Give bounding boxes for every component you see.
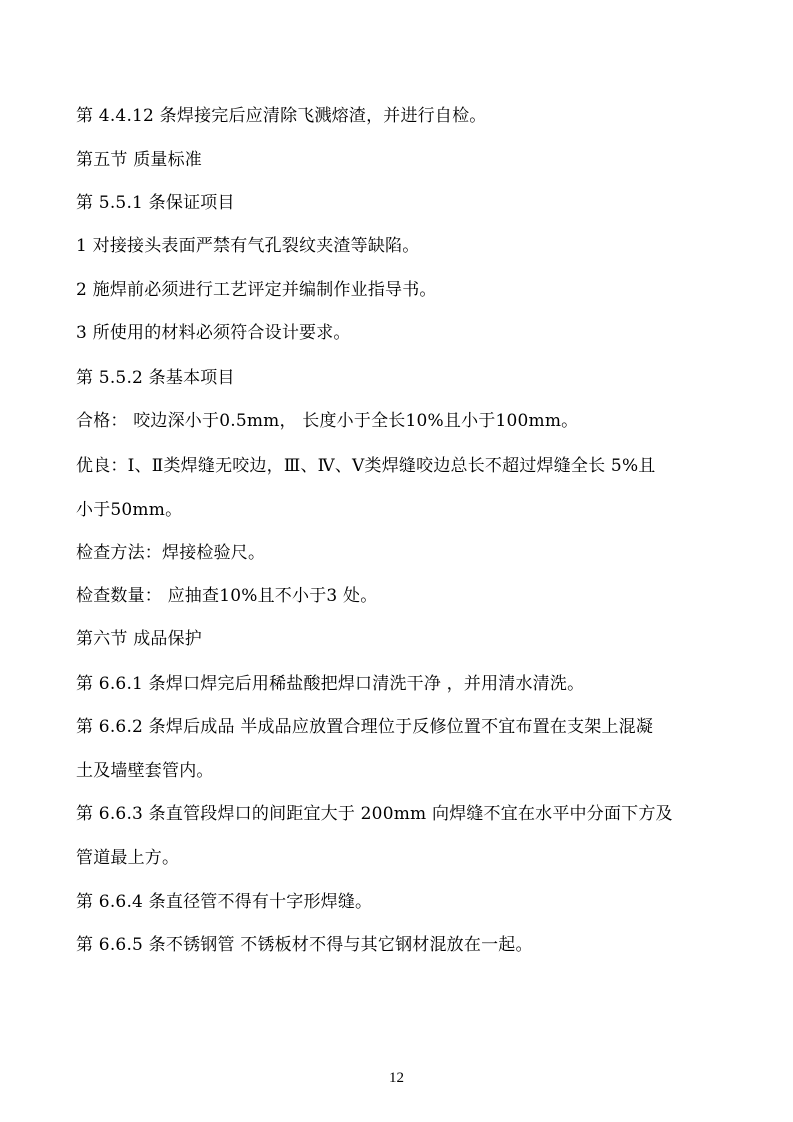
clause-4-4-12: 第 4.4.12 条焊接完后应清除飞溅熔渣，并进行自检。 xyxy=(76,106,487,126)
section-6-heading: 第六节 成品保护 xyxy=(76,629,203,649)
clause-5-5-1-heading: 第 5.5.1 条保证项目 xyxy=(76,193,235,213)
guarantee-item-1: 1 对接接头表面严禁有气孔裂纹夹渣等缺陷。 xyxy=(76,236,420,256)
guarantee-item-2: 2 施焊前必须进行工艺评定并编制作业指导书。 xyxy=(76,280,437,300)
clause-6-6-1: 第 6.6.1 条焊口焊完后用稀盐酸把焊口清洗干净 ，并用清水清洗。 xyxy=(76,674,585,694)
inspection-quantity: 检查数量： 应抽查10%且不小于3 处。 xyxy=(76,586,378,606)
excellent-criteria-line-1: 优良：Ⅰ、Ⅱ类焊缝无咬边，Ⅲ、Ⅳ、Ⅴ类焊缝咬边总长不超过焊缝全长 5%且 xyxy=(76,456,656,476)
excellent-criteria-line-2: 小于50mm。 xyxy=(76,500,183,520)
section-5-heading: 第五节 质量标准 xyxy=(76,150,203,170)
clause-6-6-3-line-1: 第 6.6.3 条直管段焊口的间距宜大于 200mm 向焊缝不宜在水平中分面下方及 xyxy=(76,804,673,824)
clause-6-6-5: 第 6.6.5 条不锈钢管 不锈板材不得与其它钢材混放在一起。 xyxy=(76,935,533,955)
clause-6-6-2-line-2: 土及墙壁套管内。 xyxy=(76,761,214,781)
clause-6-6-4: 第 6.6.4 条直径管不得有十字形焊缝。 xyxy=(76,892,373,912)
page-number: 12 xyxy=(389,1070,404,1086)
qualified-criteria: 合格： 咬边深小于0.5mm， 长度小于全长10%且小于100mm。 xyxy=(76,411,579,431)
clause-6-6-3-line-2: 管道最上方。 xyxy=(76,848,180,868)
clause-6-6-2-line-1: 第 6.6.2 条焊后成品 半成品应放置合理位于反修位置不宜布置在支架上混凝 xyxy=(76,717,654,737)
inspection-method: 检查方法：焊接检验尺。 xyxy=(76,543,266,563)
guarantee-item-3: 3 所使用的材料必须符合设计要求。 xyxy=(76,323,351,343)
clause-5-5-2-heading: 第 5.5.2 条基本项目 xyxy=(76,368,235,388)
